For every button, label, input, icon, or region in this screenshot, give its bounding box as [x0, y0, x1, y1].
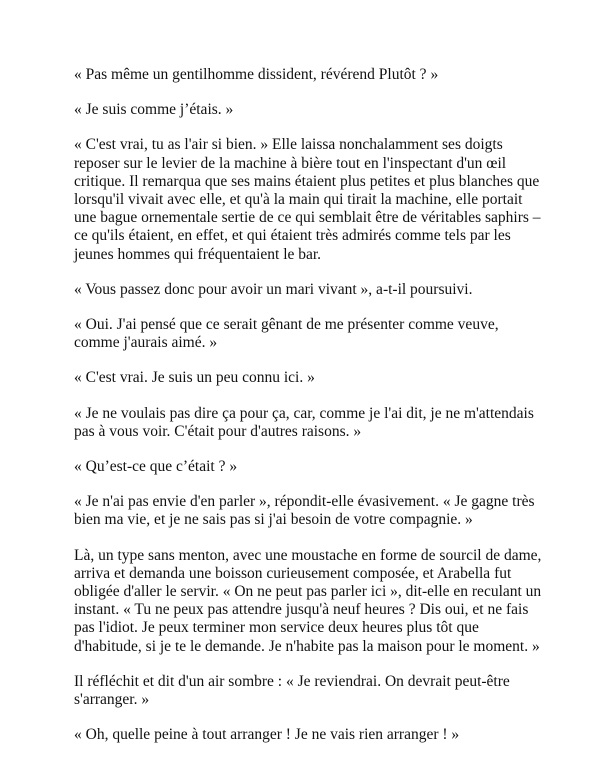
paragraph-11: Il réfléchit et dit d'un air sombre : « Je reviendrai. On devrait peut-être s'arranger. » [74, 672, 510, 709]
paragraph-7: « Je ne voulais pas dire ça pour ça, car, comme je l'ai dit, je ne m'attendais pas à vous voir. C'était pour d'autres raisons. » [74, 404, 534, 440]
paragraph-6: « C'est vrai. Je suis un peu connu ici. » [74, 369, 315, 387]
paragraph-8: « Qu’est-ce que c’était ? » [74, 458, 238, 476]
paragraph-12: « Oh, quelle peine à tout arranger ! Je ne vais rien arranger ! » [74, 726, 460, 744]
paragraph-9: « Je n'ai pas envie d'en parler », répondit-elle évasivement. « Je gagne très bien ma vie, et je ne sais pas si j'ai besoin de votre compagnie. » [74, 493, 535, 529]
paragraph-10: Là, un type sans menton, avec une moustache en forme de sourcil de dame, arriva et demanda une boisson curieusement composée, et Arabella fut obligée d'aller le servir. « On ne peut pas parler ici », dit-elle en reculant un instant. « Tu ne peux pas attendre jusqu'à neuf heures ? Dis oui, et ne fais pas l'idiot. Je peux terminer mon service deux heures plus tôt que d'habitude, si je te le demande. Je n'habite pas la maison pour le moment. » [74, 546, 542, 655]
paragraph-5: « Oui. J'ai pensé que ce serait gênant de me présenter comme veuve, comme j'aurais aimé. » [74, 316, 499, 352]
document-page [74, 66, 544, 761]
paragraph-3: « C'est vrai, tu as l'air si bien. » Elle laissa nonchalamment ses doigts reposer sur le levier de la machine à bière tout en l'inspectant d'un œil critique. Il remarqua que ses mains étaient plus petites et plus blanches que lorsqu'il vivait avec elle, et qu'à la main qui tirait la machine, elle portait une bague ornementale sertie de ce qui semblait être de véritables saphirs – ce qu'ils étaient, en effet, et qui étaient très admirés comme tels par les jeunes hommes qui fréquentaient le bar. [74, 136, 541, 263]
paragraph-1: « Pas même un gentilhomme dissident, révérend Plutôt ? » [74, 66, 439, 83]
paragraph-4: « Vous passez donc pour avoir un mari vivant », a-t-il poursuivi. [74, 280, 473, 298]
paragraph-2: « Je suis comme j’étais. » [74, 101, 234, 119]
